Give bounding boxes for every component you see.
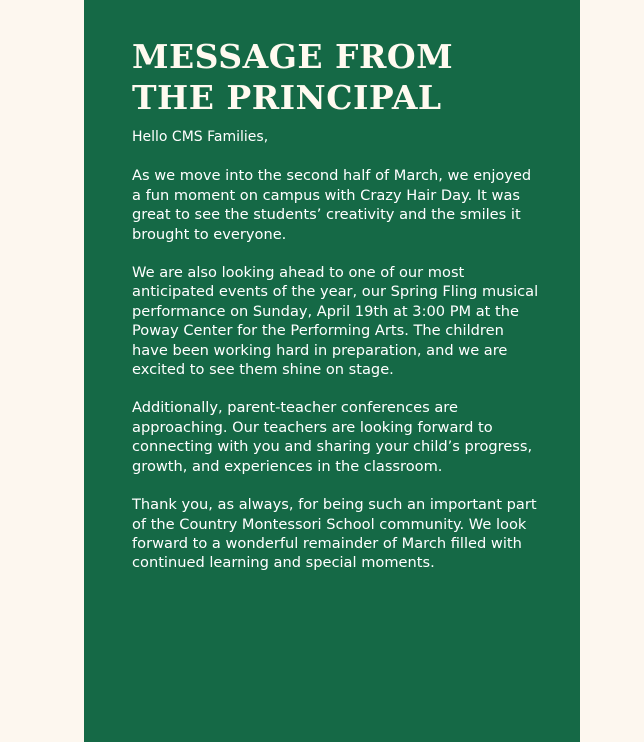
principal-message-panel — [84, 0, 580, 742]
title-line-2: THE PRINCIPAL — [132, 78, 442, 117]
paragraph-conferences: Additionally, parent-teacher conferences are approaching. Our teachers are looking forward to connecting with you and sharing your child’s progress, growth, and experiences in the classroom. — [132, 399, 533, 475]
greeting: Hello CMS Families, — [132, 129, 269, 145]
title-line-1: MESSAGE FROM — [132, 37, 454, 76]
paragraph-thank-you: Thank you, as always, for being such an important part of the Country Montessori School community. We look forward to a wonderful remainder of March filled with continued learning and special moments. — [132, 496, 537, 572]
page-title — [132, 36, 540, 118]
paragraph-spring-fling: We are also looking ahead to one of our most anticipated events of the year, our Spring Fling musical performance on Sunday, April 19th at 3:00 PM at the Poway Center for the Performing Arts. The children have been working hard in preparation, and we are excited to see them shine on stage. — [132, 264, 539, 379]
paragraph-crazy-hair-day: As we move into the second half of March, we enjoyed a fun moment on campus with Crazy Hair Day. It was great to see the students’ creativity and the smiles it brought to everyone. — [132, 167, 532, 243]
